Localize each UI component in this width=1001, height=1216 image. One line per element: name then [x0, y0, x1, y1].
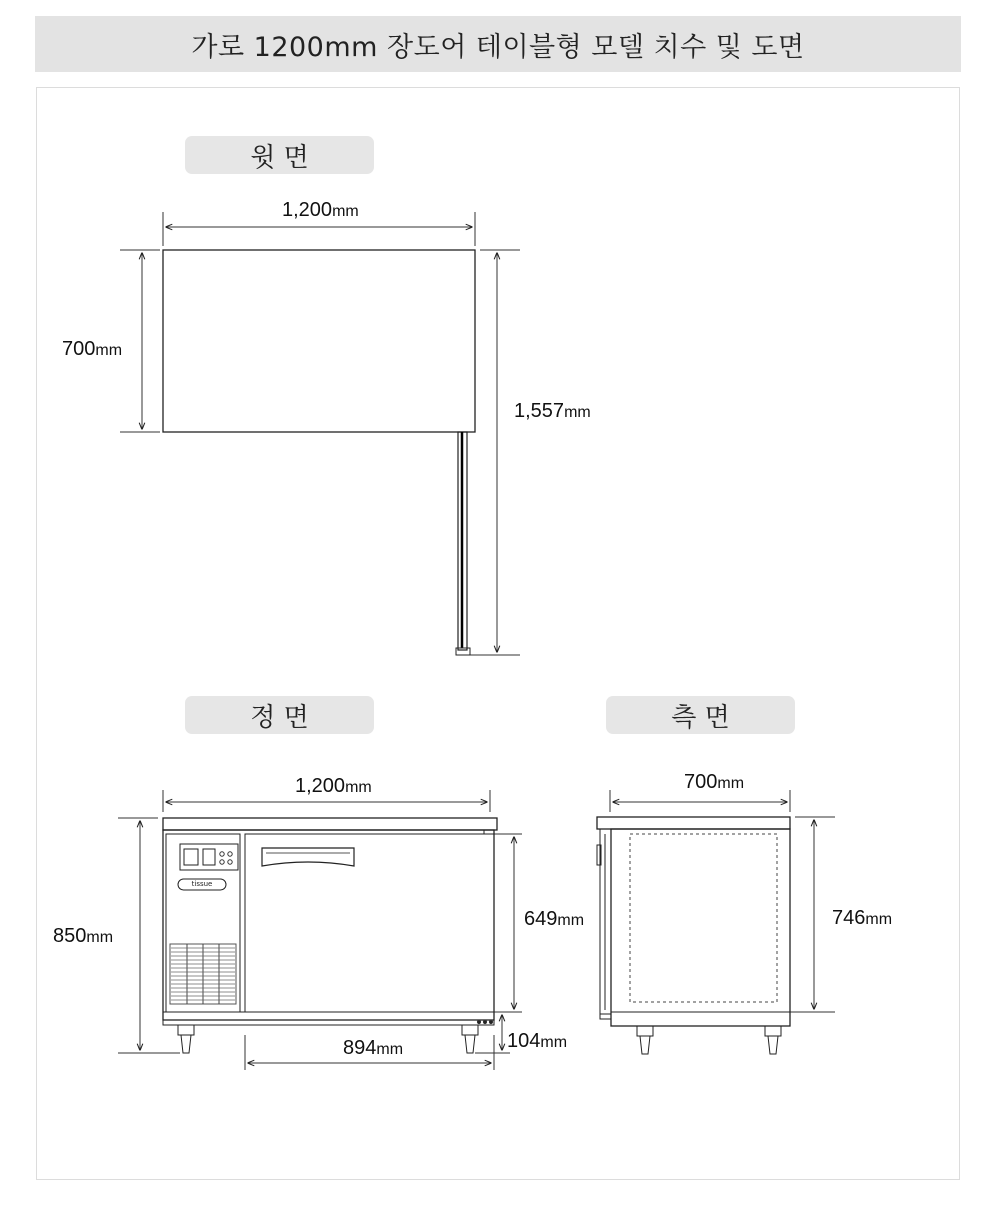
brand-badge-text: tissue	[191, 880, 213, 888]
side-depth-label: 700mm	[684, 771, 745, 793]
leg-height-label: 104mm	[507, 1030, 568, 1052]
top-view-label: 윗 면	[185, 136, 374, 174]
top-body-outline	[163, 250, 475, 432]
front-height-label: 850mm	[53, 925, 114, 947]
controller-panel	[180, 844, 238, 870]
door-height-label: 649mm	[524, 908, 585, 930]
door-handle	[262, 848, 354, 866]
top-view	[120, 212, 520, 655]
side-height-label: 746mm	[832, 907, 893, 929]
front-body	[163, 830, 494, 1020]
side-legs	[637, 1026, 781, 1054]
page-title: 가로 1200mm 장도어 테이블형 모델 치수 및 도면	[35, 16, 961, 72]
inner-liner	[630, 834, 777, 1002]
front-view	[118, 790, 522, 1070]
front-legs	[178, 1025, 478, 1053]
side-view	[597, 790, 835, 1054]
side-view-label: 측 면	[606, 696, 795, 734]
front-door	[245, 834, 494, 1012]
side-body	[611, 829, 790, 1026]
top-open-depth-label: 1,557mm	[514, 400, 591, 422]
top-depth-label: 700mm	[62, 338, 123, 360]
door-width-label: 894mm	[343, 1037, 404, 1059]
top-width-label: 1,200mm	[282, 199, 359, 221]
front-top-plate	[163, 818, 497, 830]
side-top-plate	[597, 817, 790, 829]
front-width-label: 1,200mm	[295, 775, 372, 797]
vent-grille	[170, 944, 236, 1004]
front-view-label: 정 면	[185, 696, 374, 734]
